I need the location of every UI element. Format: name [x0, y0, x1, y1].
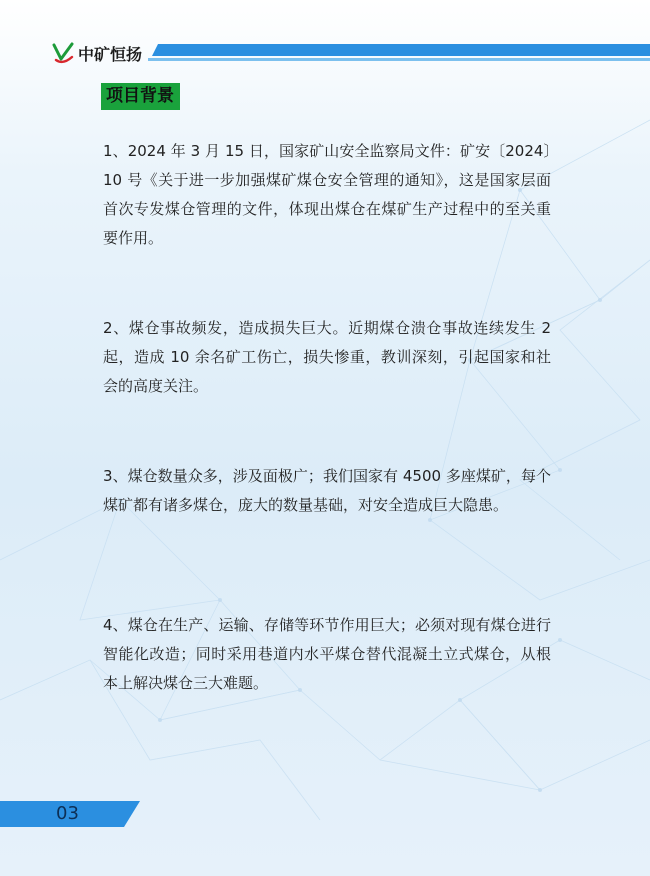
brand-logo: [52, 42, 142, 64]
paragraph-4: 4、煤仓在生产、运输、存储等环节作用巨大；必须对现有煤仓进行智能化改造；同时采用巷道内水平煤仓替代混凝土立式煤仓，从根本上解决煤仓三大难题。: [103, 616, 551, 692]
paragraph-1: 1、2024 年 3 月 15 日，国家矿山安全监察局文件：矿安〔2024〕10 号《关于进一步加强煤矿煤仓安全管理的通知》，这是国家层面首次专发煤仓管理的文件，体现出煤仓在煤矿生产过程中的至关重要作用。: [103, 142, 551, 247]
page-number: 03: [56, 803, 79, 824]
brand-name: 中矿恒扬: [78, 44, 143, 64]
paragraph-2: 2、煤仓事故频发，造成损失巨大。近期煤仓溃仓事故连续发生 2 起，造成 10 余名矿工伤亡，损失惨重，教训深刻，引起国家和社会的高度关注。: [103, 319, 551, 395]
section-title: 项目背景: [101, 83, 180, 110]
company-logo-icon: [52, 42, 74, 64]
page-footer: [0, 801, 650, 827]
page-header: [0, 42, 650, 66]
header-accent-bar: [148, 42, 650, 66]
paragraph-3: 3、煤仓数量众多，涉及面极广；我们国家有 4500 多座煤矿，每个煤矿都有诸多煤仓，庞大的数量基础，对安全造成巨大隐患。: [103, 467, 551, 514]
